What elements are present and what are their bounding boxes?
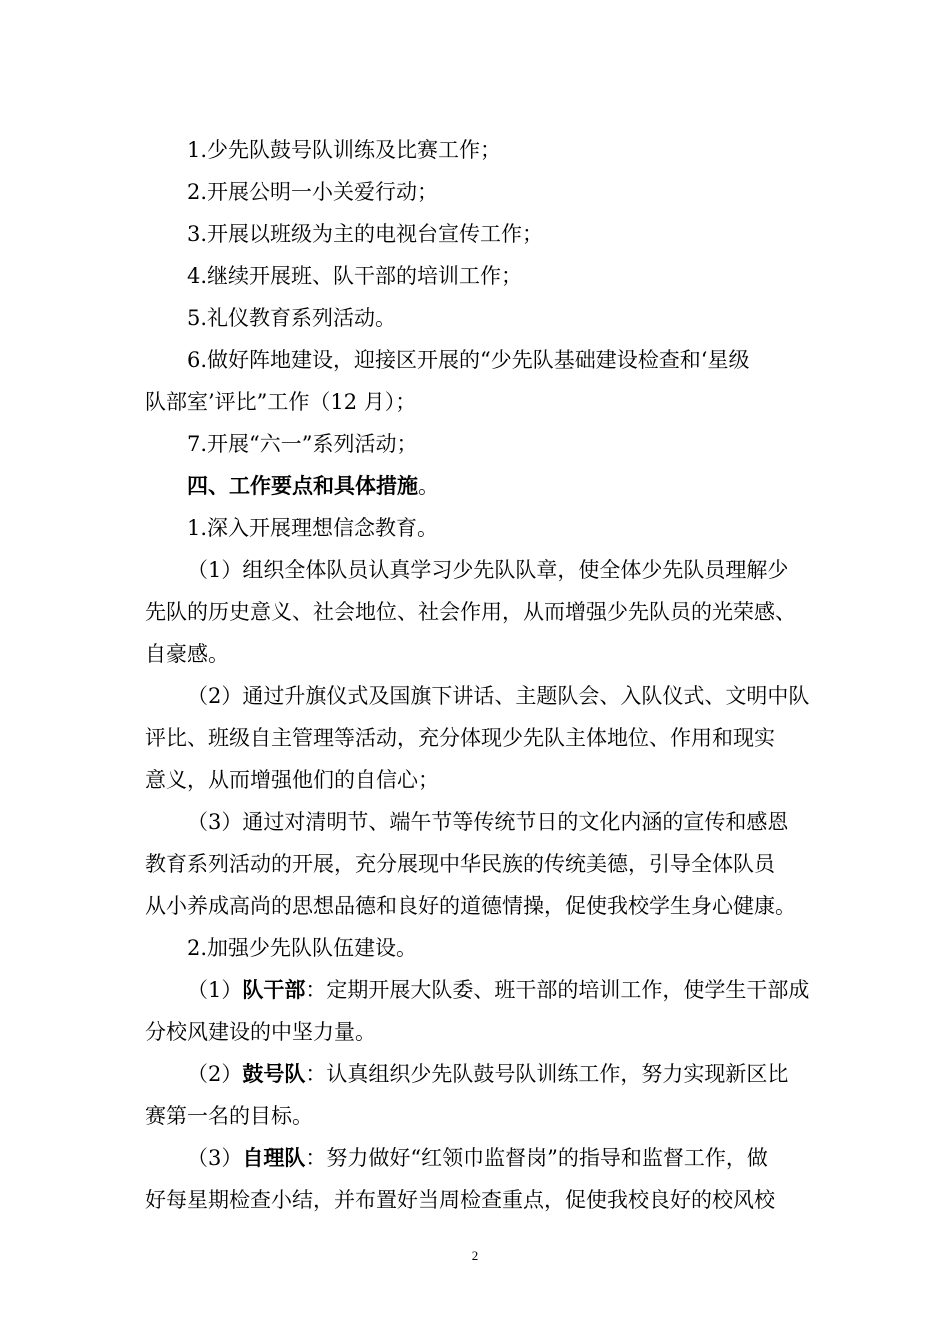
paragraph-2-2-prefix: （2） (187, 1062, 243, 1086)
list-item-5: 5.礼仪教育系列活动。 (187, 306, 397, 330)
paragraph-2-2-line-2: 赛第一名的目标。 (145, 1104, 313, 1128)
paragraph-2-1-rest: ：定期开展大队委、班干部的培训工作，使学生干部成 (305, 978, 810, 1002)
list-item-4: 4.继续开展班、队干部的培训工作； (187, 264, 523, 288)
section-heading (187, 474, 439, 498)
paragraph-2-1-bold-term: 队干部 (242, 977, 306, 1002)
paragraph-1-3-line-1: （3）通过对清明节、端午节等传统节日的文化内涵的宣传和感恩 (187, 810, 789, 834)
point-2-title: 2.加强少先队队伍建设。 (187, 936, 418, 960)
list-item-7: 7.开展“六一”系列活动； (187, 432, 418, 456)
paragraph-2-2-rest: ：认真组织少先队鼓号队训练工作，努力实现新区比 (305, 1062, 789, 1086)
paragraph-1-2-line-1: （2）通过升旗仪式及国旗下讲话、主题队会、入队仪式、文明中队 (187, 684, 810, 708)
paragraph-2-3-line-2: 好每星期检查小结，并布置好当周检查重点，促使我校良好的校风校 (145, 1188, 775, 1212)
paragraph-1-2-line-2: 评比、班级自主管理等活动，充分体现少先队主体地位、作用和现实 (145, 726, 775, 750)
list-item-1: 1.少先队鼓号队训练及比赛工作； (187, 138, 502, 162)
list-item-2: 2.开展公明一小关爱行动； (187, 180, 439, 204)
paragraph-2-2-bold-term: 鼓号队 (242, 1061, 306, 1086)
point-1-title: 1.深入开展理想信念教育。 (187, 516, 439, 540)
paragraph-1-3-line-3: 从小养成高尚的思想品德和良好的道德情操，促使我校学生身心健康。 (145, 894, 796, 918)
paragraph-2-3-line-1 (187, 1146, 768, 1170)
paragraph-2-1-prefix: （1） (187, 978, 243, 1002)
paragraph-2-1-line-2: 分校风建设的中坚力量。 (145, 1020, 376, 1044)
paragraph-1-2-line-3: 意义，从而增强他们的自信心； (145, 768, 439, 792)
paragraph-2-3-rest: ：努力做好“红领巾监督岗”的指导和监督工作，做 (305, 1146, 768, 1170)
paragraph-2-2-line-1 (187, 1062, 788, 1086)
list-item-3: 3.开展以班级为主的电视台宣传工作； (187, 222, 544, 246)
paragraph-1-3-line-2: 教育系列活动的开展，充分展现中华民族的传统美德，引导全体队员 (145, 852, 775, 876)
paragraph-1-1-line-2: 先队的历史意义、社会地位、社会作用，从而增强少先队员的光荣感、 (145, 600, 796, 624)
paragraph-2-3-bold-term: 自理队 (242, 1145, 306, 1170)
paragraph-1-1-line-1: （1）组织全体队员认真学习少先队队章，使全体少先队员理解少 (187, 558, 789, 582)
page-number: 2 (471, 1248, 479, 1263)
paragraph-1-1-line-3: 自豪感。 (145, 642, 229, 666)
paragraph-2-3-prefix: （3） (187, 1146, 243, 1170)
list-item-6-line-2: 队部室’评比”工作（12 月）； (145, 390, 417, 414)
section-heading-tail: 。 (418, 474, 439, 498)
paragraph-2-1-line-1 (187, 978, 809, 1002)
list-item-6-line-1: 6.做好阵地建设，迎接区开展的“少先队基础建设检查和‘星级 (187, 348, 750, 372)
section-heading-text: 四、工作要点和具体措施 (187, 473, 418, 498)
